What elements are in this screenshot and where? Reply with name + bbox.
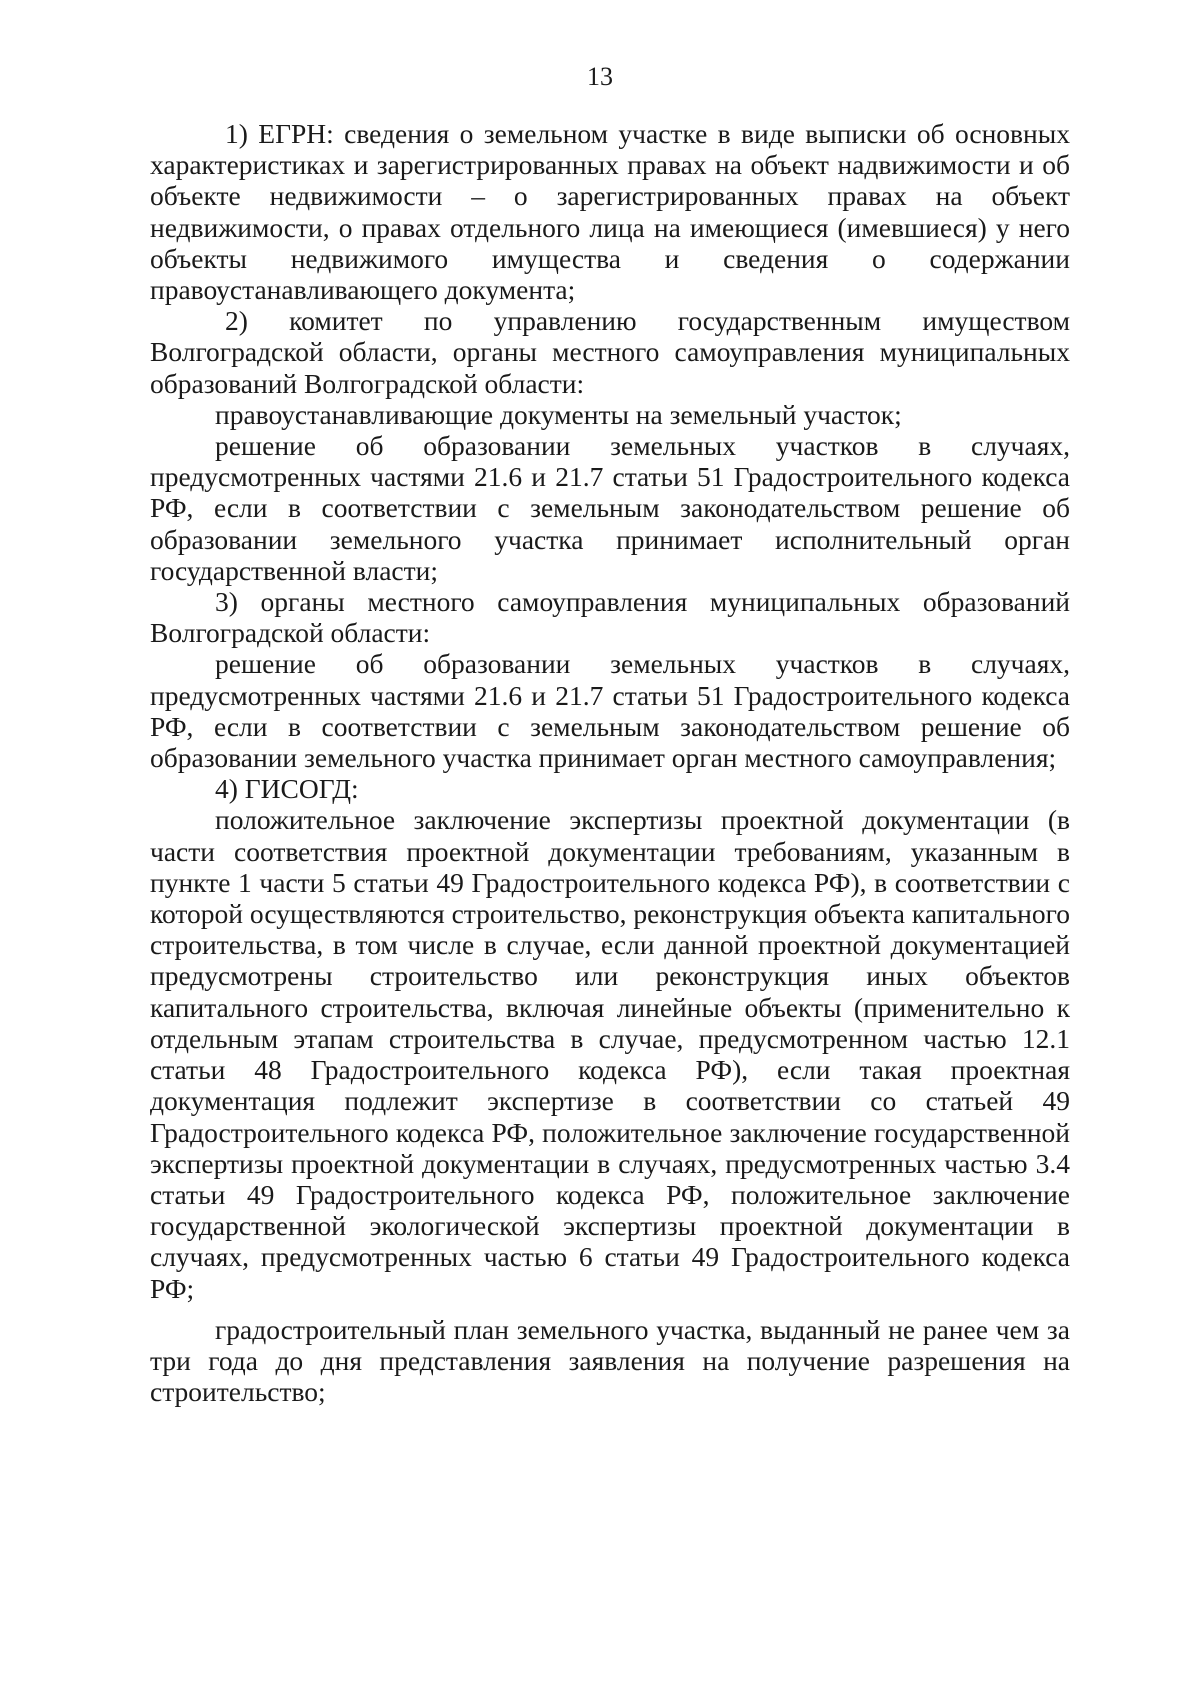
paragraph-urban-plan: градостроительный план земельного участка, выданный не ранее чем за три года до дня представления заявления на получение разрешения на строительство; (150, 1313, 1070, 1408)
paragraph-land-formation-decision-state: решение об образовании земельных участков в случаях, предусмотренных частями 21.6 и 21.7 статьи 51 Градостроительного кодекса РФ, если в соответствии с земельным законодательством решение об образовании земельного участка принимает исполнительный орган государственной власти; (150, 430, 1070, 586)
paragraph-local-authorities: 3) органы местного самоуправления муниципальных образований Волгоградской области: (150, 586, 1070, 649)
paragraph-land-title-docs: правоустанавливающие документы на земельный участок; (215, 398, 902, 430)
page-number: 13 (587, 62, 613, 91)
paragraph-land-formation-decision-local: решение об образовании земельных участков в случаях, предусмотренных частями 21.6 и 21.7 статьи 51 Градостроительного кодекса РФ, если в соответствии с земельным законодательством решение об образовании земельного участка принимает орган местного самоуправления; (150, 648, 1070, 774)
document-body (150, 118, 1070, 1407)
paragraph-egrn: 1) ЕГРН: сведения о земельном участке в виде выписки об основных характеристиках и зарегистрированных правах на объект надвижимости и об объекте недвижимости – о зарегистрированных правах на объект недвижимости, о правах отдельного лица на имеющиеся (имевшиеся) у него объекты недвижимого имущества и сведения о содержании правоустанавливающего документа; (150, 118, 1070, 306)
paragraph-committee: 2) комитет по управлению государственным имуществом Волгоградской области, органы местного самоуправления муниципальных образований Волгоградской области: (150, 305, 1070, 399)
paragraph-gisogd: 4) ГИСОГД: (215, 773, 359, 805)
paragraph-expertise-conclusion: положительное заключение экспертизы проектной документации (в части соответствия проектной документации требованиям, указанным в пункте 1 части 5 статьи 49 Градостроительного кодекса РФ), в соответствии с которой осуществляются строительство, реконструкция объекта капитального строительства, в том числе в случае, если данной проектной документацией предусмотрены строительство или реконструкция иных объектов капитального строительства, включая линейные объекты (применительно к отдельным этапам строительства в случае, предусмотренном частью 12.1 статьи 48 Градостроительного кодекса РФ), если такая проектная документация подлежит экспертизе в соответствии со статьей 49 Градостроительного кодекса РФ, положительное заключение государственной экспертизы проектной документации в случаях, предусмотренных частью 3.4 статьи 49 Градостроительного кодекса РФ, положительное заключение государственной экологической экспертизы проектной документации в случаях, предусмотренных частью 6 статьи 49 Градостроительного кодекса РФ; (150, 804, 1070, 1304)
